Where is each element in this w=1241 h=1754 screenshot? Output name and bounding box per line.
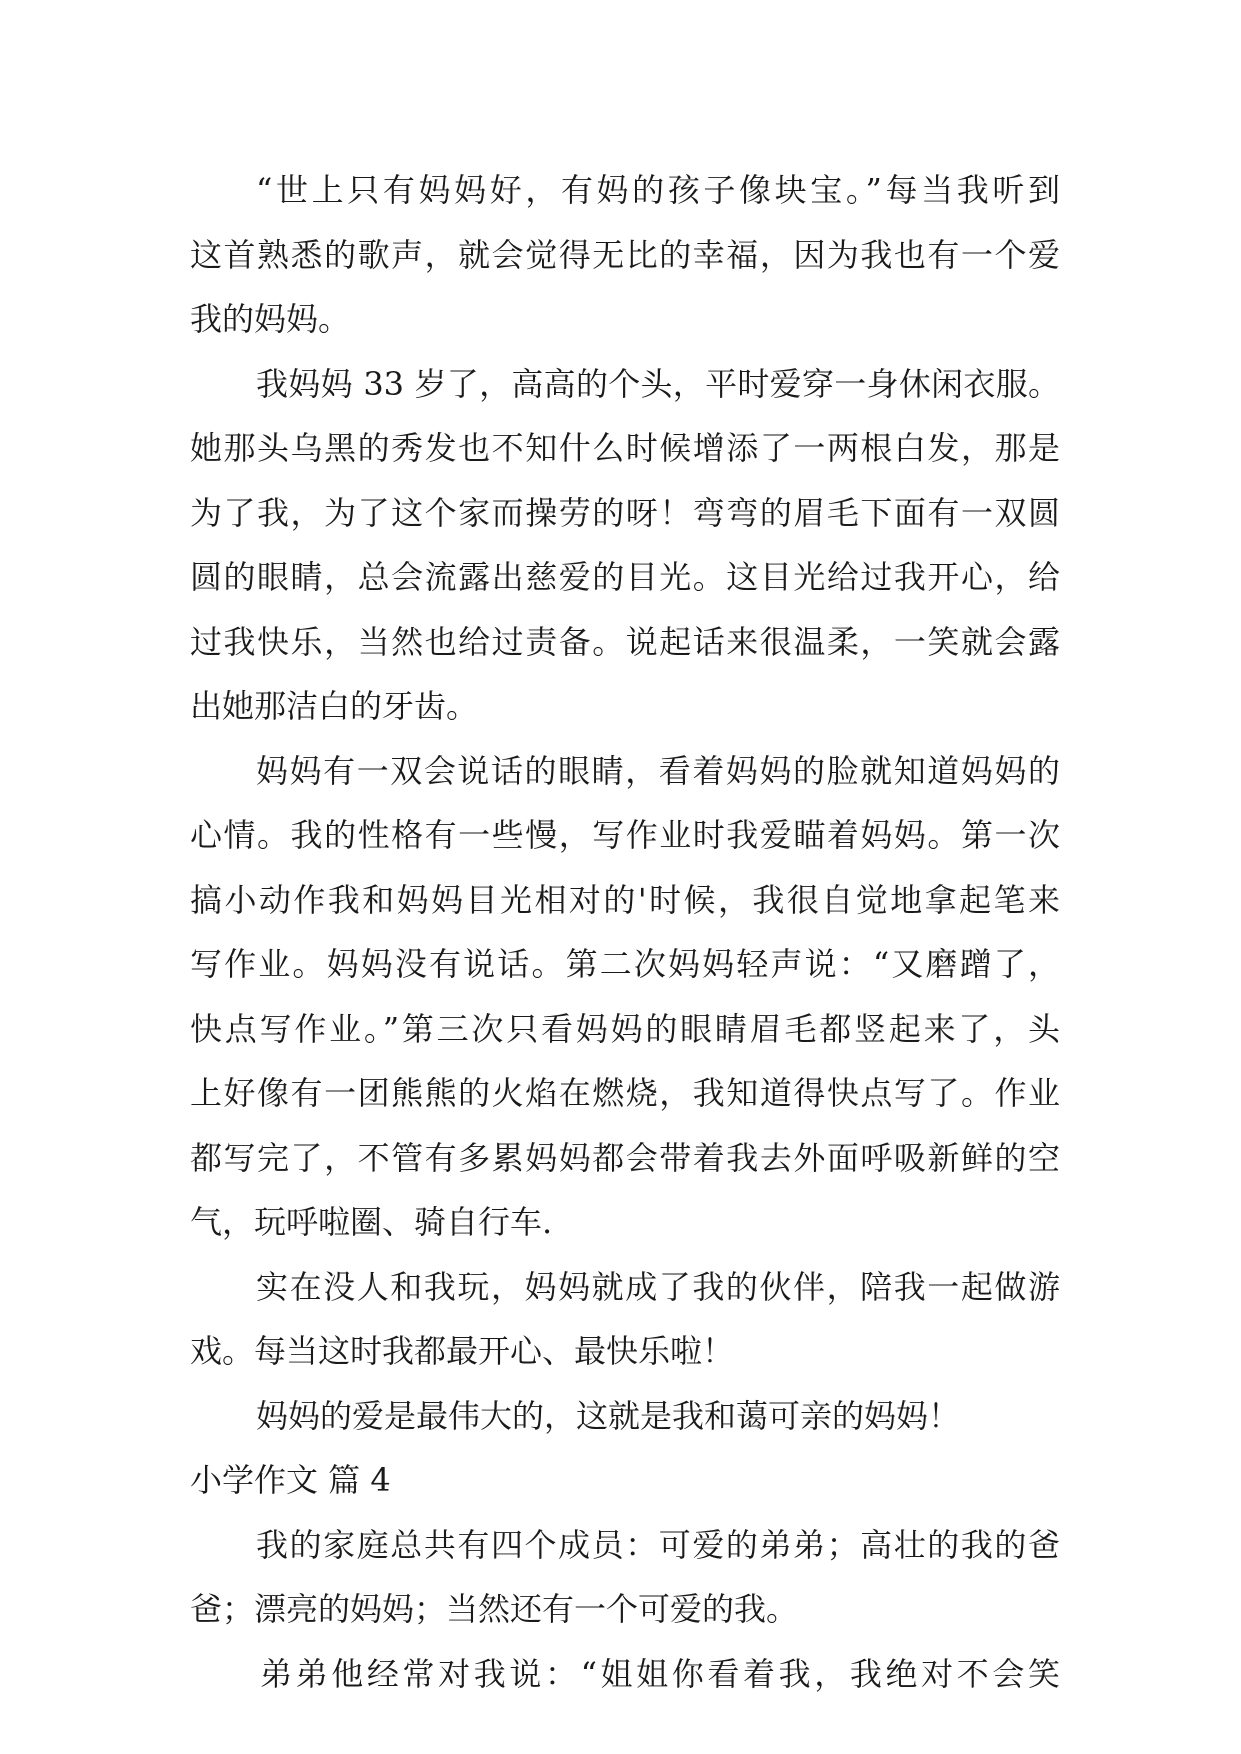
text-line: 我妈妈 33 岁了，高高的个头，平时爱穿一身休闲衣服。 [256, 364, 1060, 403]
paragraph-7 [190, 1642, 1060, 1707]
text-line: 快点写作业。”第三次只看妈妈的眼睛眉毛都竖起来了，头 [190, 1009, 1060, 1048]
text-line: 我的家庭总共有四个成员：可爱的弟弟；高壮的我的爸 [256, 1525, 1060, 1564]
text-line: 圆的眼睛，总会流露出慈爱的目光。这目光给过我开心，给 [190, 558, 1060, 596]
paragraph-5 [190, 1384, 1060, 1449]
text-line: 过我快乐，当然也给过责备。说起话来很温柔，一笑就会露 [190, 622, 1060, 661]
text-line: 妈妈的爱是最伟大的，这就是我和蔼可亲的妈妈！ [256, 1396, 961, 1435]
text-line: 上好像有一团熊熊的火焰在燃烧，我知道得快点写了。作业 [190, 1074, 1060, 1112]
paragraph-2 [190, 352, 1060, 739]
text-line: 她那头乌黑的秀发也不知什么时候增添了一两根白发，那是 [190, 429, 1060, 467]
section-heading: 小学作文 篇 4 [190, 1461, 391, 1499]
paragraph-3 [190, 739, 1060, 1255]
text-line: 气，玩呼啦圈、骑自行车. [190, 1203, 553, 1241]
text-line: 妈妈有一双会说话的眼睛，看着妈妈的脸就知道妈妈的 [256, 751, 1060, 790]
paragraph-4 [190, 1255, 1060, 1384]
paragraph-1 [190, 158, 1060, 352]
text-line: 我的妈妈。 [190, 300, 351, 338]
text-line: 为了我，为了这个家而操劳的呀！弯弯的眉毛下面有一双圆 [190, 493, 1060, 532]
text-line: 都写完了，不管有多累妈妈都会带着我去外面呼吸新鲜的空 [190, 1138, 1060, 1177]
text-line: 弟弟他经常对我说：“姐姐你看着我，我绝对不会笑 [260, 1654, 1060, 1693]
paragraph-6 [190, 1513, 1060, 1642]
text-line: 搞小动作我和妈妈目光相对的'时候，我很自觉地拿起笔来 [190, 880, 1060, 919]
text-line: 出她那洁白的牙齿。 [190, 687, 479, 725]
text-line: “世上只有妈妈好，有妈的孩子像块宝。”每当我听到 [256, 171, 1060, 209]
text-line: 这首熟悉的歌声，就会觉得无比的幸福，因为我也有一个爱 [190, 235, 1060, 274]
text-line: 戏。每当这时我都最开心、最快乐啦！ [190, 1332, 735, 1370]
text-line: 爸；漂亮的妈妈；当然还有一个可爱的我。 [190, 1590, 799, 1628]
text-line: 写作业。妈妈没有说话。第二次妈妈轻声说：“又磨蹭了， [190, 945, 1060, 983]
text-line: 实在没人和我玩，妈妈就成了我的伙伴，陪我一起做游 [256, 1267, 1060, 1306]
text-line: 心情。我的性格有一些慢，写作业时我爱瞄着妈妈。第一次 [190, 816, 1060, 854]
document-body [190, 158, 1060, 1706]
